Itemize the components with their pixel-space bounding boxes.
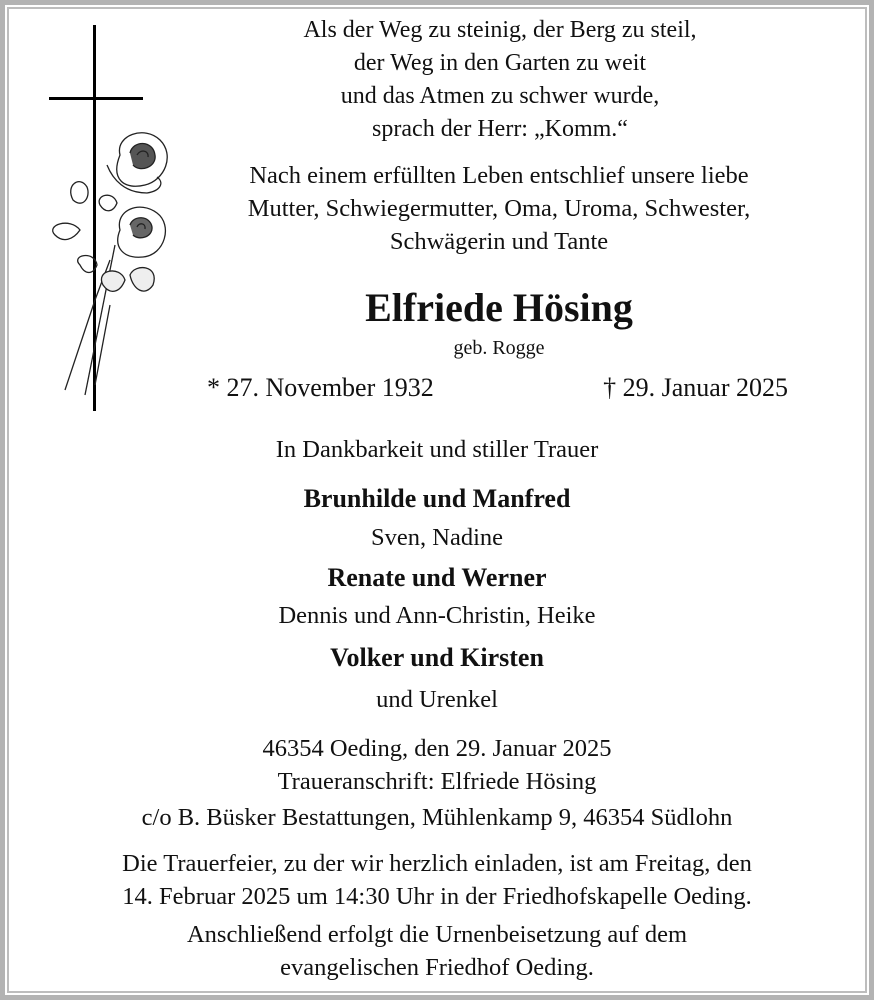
poem-line: Als der Weg zu steinig, der Berg zu steil,	[303, 17, 697, 43]
address-line: Traueranschrift: Elfriede Hösing	[277, 768, 597, 795]
address-line: c/o B. Büsker Bestattungen, Mühlenkamp 9, 46354 Südlohn	[141, 804, 733, 831]
intro-line: Nach einem erfüllten Leben entschlief unsere liebe	[249, 162, 749, 189]
family-children: und Urenkel	[376, 686, 498, 713]
address-line: 46354 Oeding, den 29. Januar 2025	[262, 735, 612, 762]
ceremony-line: 14. Februar 2025 um 14:30 Uhr in der Friedhofskapelle Oeding.	[122, 883, 752, 910]
poem-line: und das Atmen zu schwer wurde,	[340, 83, 660, 109]
ceremony-line: Anschließend erfolgt die Urnenbeisetzung auf dem	[186, 921, 688, 948]
ceremony-line: evangelischen Friedhof Oeding.	[280, 954, 594, 981]
family-couple: Brunhilde und Manfred	[303, 484, 571, 513]
deceased-name: Elfriede Hösing	[365, 285, 633, 330]
intro-line: Schwägerin und Tante	[389, 228, 609, 255]
mourning-line: In Dankbarkeit und stiller Trauer	[275, 436, 599, 463]
family-couple: Volker und Kirsten	[330, 643, 544, 672]
family-children: Sven, Nadine	[371, 524, 503, 551]
maiden-name: geb. Rogge	[453, 337, 545, 359]
birth-date: * 27. November 1932	[207, 373, 434, 402]
roses-illustration-icon	[25, 125, 175, 405]
poem-line: der Weg in den Garten zu weit	[353, 50, 647, 76]
poem-line: sprach der Herr: „Komm.“	[372, 116, 628, 142]
family-couple: Renate und Werner	[327, 563, 547, 592]
cross-horizontal-bar	[49, 97, 143, 100]
death-date: † 29. Januar 2025	[603, 373, 788, 402]
ceremony-line: Die Trauerfeier, zu der wir herzlich einladen, ist am Freitag, den	[122, 850, 752, 877]
intro-line: Mutter, Schwiegermutter, Oma, Uroma, Schwester,	[247, 195, 751, 222]
family-children: Dennis und Ann-Christin, Heike	[278, 602, 596, 629]
